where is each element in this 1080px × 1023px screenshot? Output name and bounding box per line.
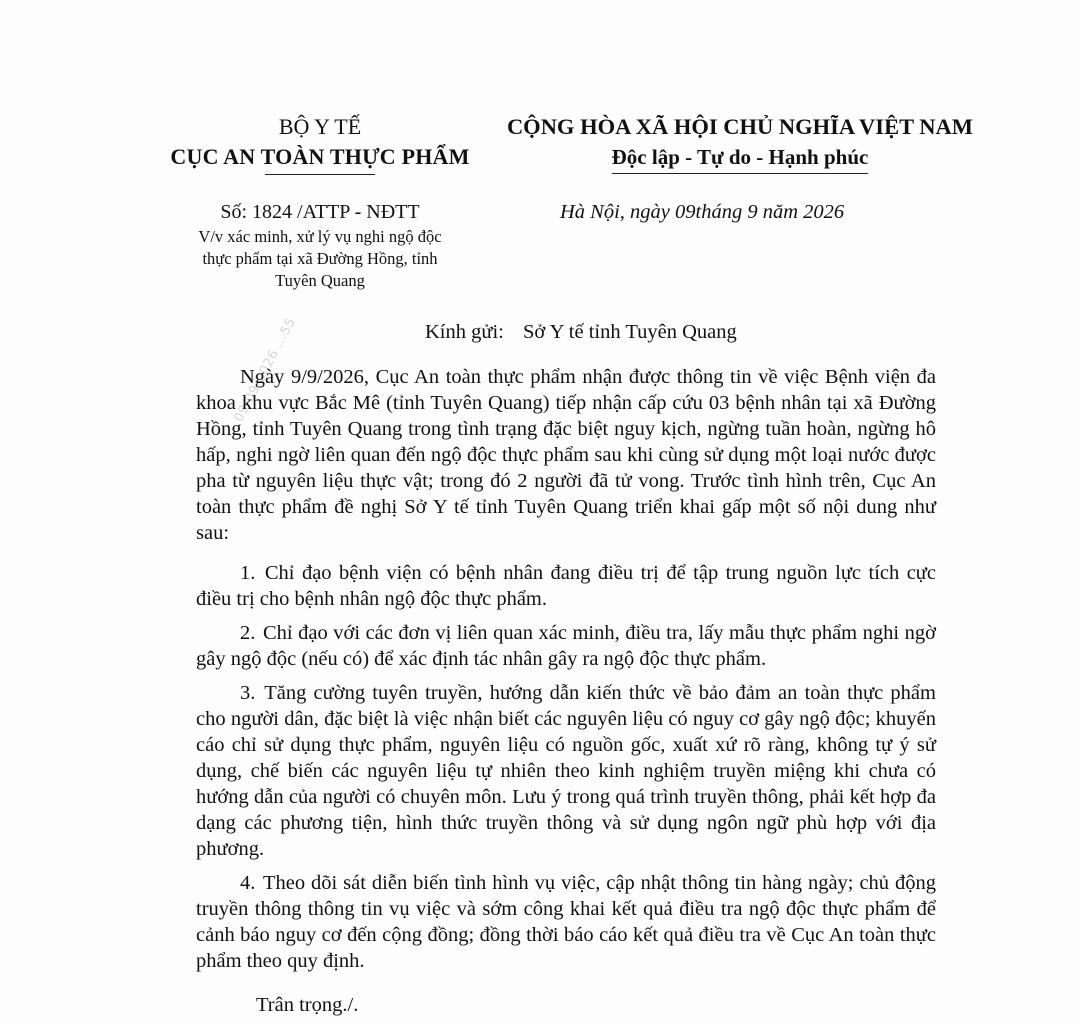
intro-paragraph: Ngày 9/9/2026, Cục An toàn thực phẩm nhận được thông tin về việc Bệnh viện đa khoa khu vực Bắc Mê (tỉnh Tuyên Quang) tiếp nhận cấp cứu 03 bệnh nhân tại xã Đường Hồng, tỉnh Tuyên Quang trong tình trạng đặc biệt nguy kịch, ngừng tuần hoàn, ngừng hô hấp, nghi ngờ liên quan đến ngộ độc thực phẩm sau khi cùng sử dụng một loại nước được pha từ nguyên liệu thực vật; trong đó 2 người đã tử vong. Trước tình hình trên, Cục An toàn thực phẩm đề nghị Sở Y tế tỉnh Tuyên Quang triển khai gấp một số nội dung như sau: (196, 366, 936, 544)
recipient-name: Sở Y tế tỉnh Tuyên Quang (523, 321, 737, 343)
subject-line: Tuyên Quang (275, 271, 365, 290)
item-number: 3. (240, 682, 256, 704)
item-number: 2. (240, 622, 256, 644)
ministry-name: BỘ Y TẾ (278, 114, 362, 139)
closing-salutation: Trân trọng./. (256, 994, 359, 1016)
national-header (500, 112, 980, 174)
request-list (196, 560, 936, 974)
subject-line: V/v xác minh, xử lý vụ nghi ngộ độc (198, 227, 442, 246)
list-item (196, 620, 936, 672)
item-text: Tăng cường tuyên truyền, hướng dẫn kiến thức về bảo đảm an toàn thực phẩm cho người dân, đặc biệt là việc nhận biết các nguyên liệu có nguy cơ gây ngộ độc; khuyến cáo chỉ sử dụng thực phẩm, nguyên liệu có nguồn gốc, xuất xứ rõ ràng, không tự ý sử dụng, chế biến các nguyên liệu tự nhiên theo kinh nghiệm truyền miệng khi chưa có hướng dẫn của người có chuyên môn. Lưu ý trong quá trình truyền thông, phải kết hợp đa dạng các phương tiện, hình thức truyền thông và sử dụng ngôn ngữ phù hợp với địa phương. (196, 682, 936, 860)
nation-name: CỘNG HÒA XÃ HỘI CHỦ NGHĨA VIỆT NAM (506, 114, 974, 139)
document-subject (150, 226, 490, 292)
recipient-line (425, 318, 737, 346)
document-number: Số: 1824 /ATTP - NĐTT (220, 201, 420, 223)
list-item (196, 560, 936, 612)
agency-name: CỤC AN TOÀN THỰC PHẨM (170, 144, 470, 169)
header-divider (265, 174, 375, 175)
place-and-date: Hà Nội, ngày 09tháng 9 năm 2026 (560, 201, 845, 223)
item-text: Chỉ đạo với các đơn vị liên quan xác minh, điều tra, lấy mẫu thực phẩm nghi ngờ gây ngộ độc (nếu có) để xác định tác nhân gây ra ngộ độc thực phẩm. (196, 622, 937, 670)
document-reference (150, 198, 490, 292)
letter-body (196, 364, 936, 982)
item-number: 1. (240, 562, 256, 584)
list-item (196, 870, 936, 974)
item-text: Chỉ đạo bệnh viện có bệnh nhân đang điều trị để tập trung nguồn lực tích cực điều trị cho bệnh nhân ngộ độc thực phẩm. (196, 562, 937, 610)
item-number: 4. (240, 872, 256, 894)
subject-line: thực phẩm tại xã Đường Hồng, tỉnh (202, 249, 438, 268)
recipient-label: Kính gửi: (425, 321, 504, 343)
list-item (196, 680, 936, 862)
item-text: Theo dõi sát diễn biến tình hình vụ việc, cập nhật thông tin hàng ngày; chủ động truyền thông thông tin vụ việc và sớm công khai kết quả điều tra ngộ độc thực phẩm để cảnh báo nguy cơ đến cộng đồng; đồng thời báo cáo kết quả điều tra về Cục An toàn thực phẩm theo quy định. (196, 872, 936, 972)
timestamp-watermark: ...09/09/2026 ...55 (225, 315, 300, 438)
national-motto: Độc lập - Tự do - Hạnh phúc (612, 142, 869, 174)
issuer-header (150, 112, 490, 175)
